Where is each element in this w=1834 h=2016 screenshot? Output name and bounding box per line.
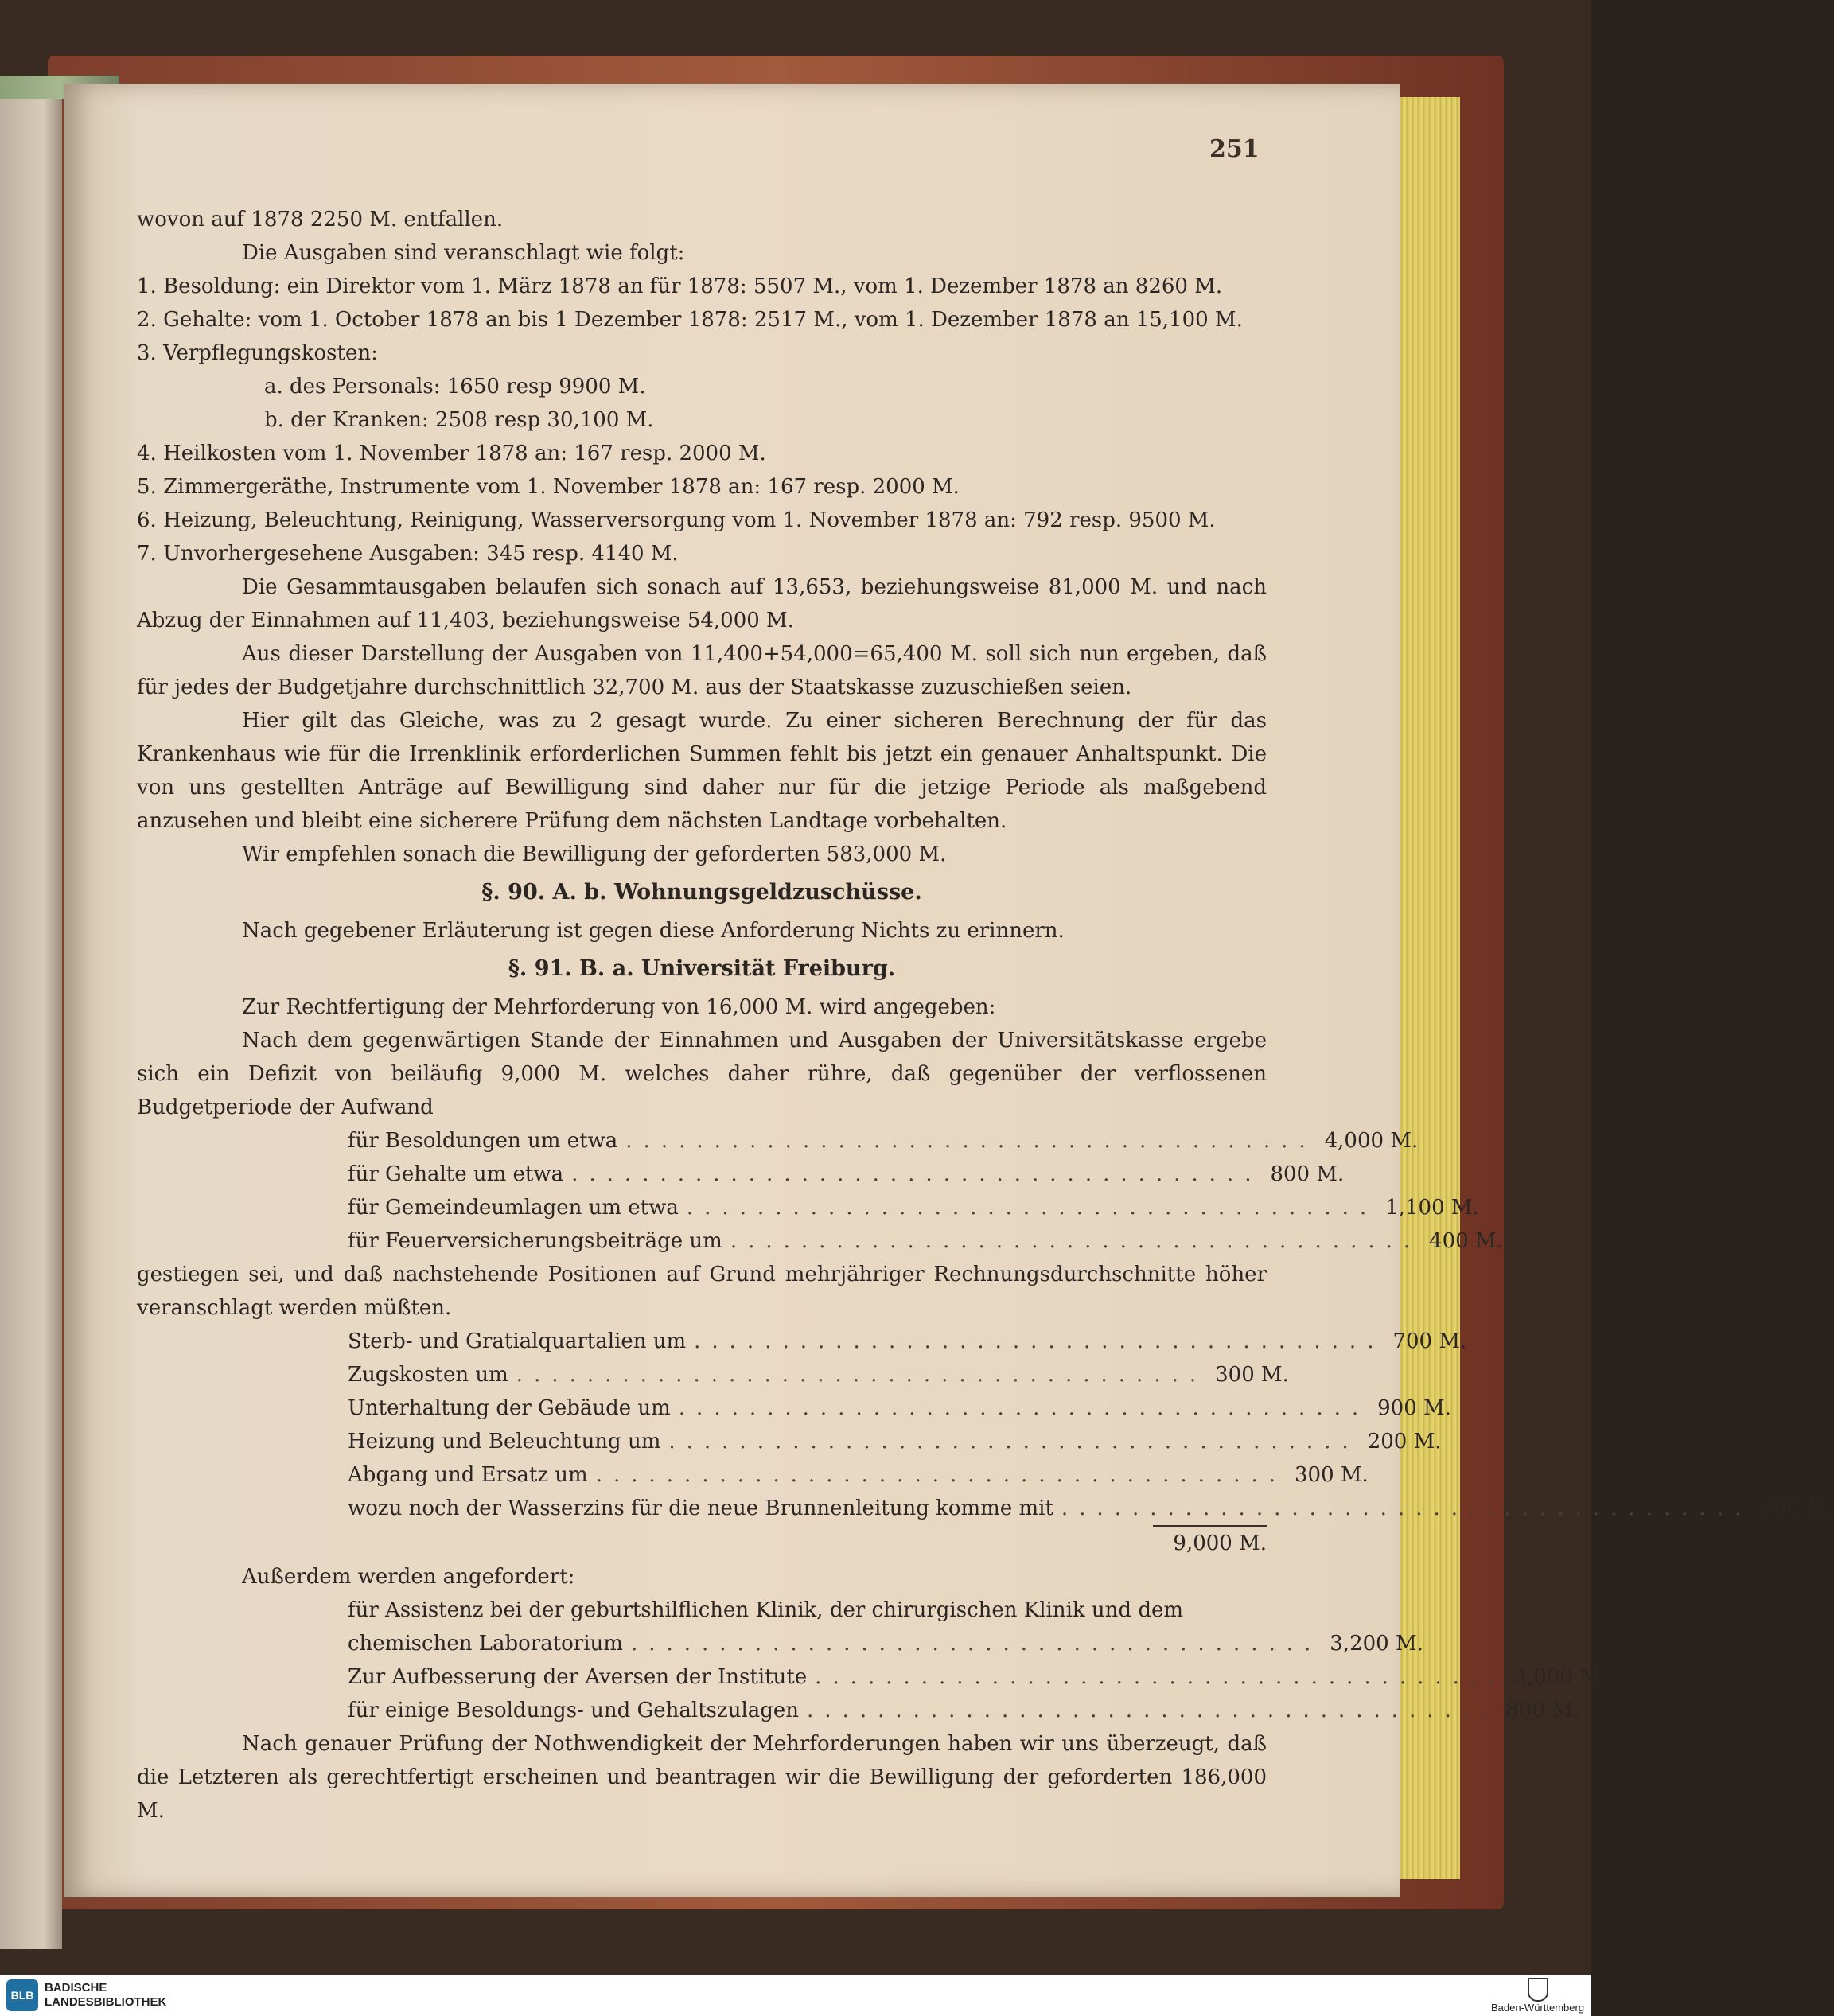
list-subitem: a. des Personals: 1650 resp 9900 M. bbox=[264, 375, 646, 399]
table-row bbox=[348, 1492, 1834, 1525]
table-row bbox=[348, 1660, 1608, 1694]
expense-table-1 bbox=[348, 1124, 1503, 1258]
paragraph: Wir empfehlen sonach die Bewilligung der geforderten 583,000 M. bbox=[242, 843, 947, 866]
row-amount: 800 M. bbox=[1505, 1699, 1580, 1722]
row-label: Abgang und Ersatz um bbox=[348, 1463, 588, 1487]
row-label: Heizung und Beleuchtung um bbox=[348, 1430, 661, 1454]
list-item: 5. Zimmergeräthe, Instrumente vom 1. November 1878 an: 167 resp. 2000 M. bbox=[137, 475, 960, 499]
library-name bbox=[45, 1981, 166, 2010]
table-row bbox=[348, 1391, 1451, 1425]
paragraph: Nach dem gegenwärtigen Stande der Einnahmen und Ausgaben der Universitätskasse ergebe sich ein Defizit von beiläufig 9,000 M. welches daher rühre, daß gegenüber der verflossenen Budgetperiode der Aufwand bbox=[137, 1029, 1267, 1119]
text-line: wovon auf 1878 2250 M. entfallen. bbox=[137, 208, 504, 232]
table-total-row bbox=[348, 1527, 1267, 1560]
leader-dots: ....................................... bbox=[730, 1229, 1422, 1253]
paragraph: Hier gilt das Gleiche, was zu 2 gesagt wurde. Zu einer sicheren Berechnung der für das Krankenhaus wie für die Irrenklinik erforderlichen Summen fehlt bis jetzt ein genauer Anhaltspunkt. Die von uns gestellten Anträge auf Bewilligung sind daher nur für die jetzige Periode als maßgebend anzusehen und bleibt eine sicherere Prüfung dem nächsten Landtage vorbehalten. bbox=[137, 709, 1267, 833]
library-logo[interactable]: BLB bbox=[6, 1979, 38, 2011]
row-label: wozu noch der Wasserzins für die neue Brunnenleitung komme mit bbox=[348, 1496, 1053, 1520]
row-label: Sterb- und Gratialquartalien um bbox=[348, 1329, 687, 1353]
row-label: für Gemeindeumlagen um etwa bbox=[348, 1196, 679, 1220]
row-label: Unterhaltung der Gebäude um bbox=[348, 1396, 671, 1420]
row-amount: 3,000 M. bbox=[1513, 1665, 1608, 1689]
leader-dots: ....................................... bbox=[807, 1699, 1498, 1722]
paragraph: Außerdem werden angefordert: bbox=[242, 1565, 575, 1589]
row-label: Zugskosten um bbox=[348, 1363, 508, 1387]
row-amount: 3,200 M. bbox=[1330, 1632, 1423, 1656]
leader-dots: ....................................... bbox=[686, 1196, 1378, 1220]
section-heading: §. 91. B. a. Universität Freiburg. bbox=[508, 956, 896, 981]
list-item: 4. Heilkosten vom 1. November 1878 an: 167 resp. 2000 M. bbox=[137, 442, 766, 465]
paragraph: Nach gegebener Erläuterung ist gegen diese Anforderung Nichts zu erinnern. bbox=[242, 919, 1065, 943]
row-amount: 200 M. bbox=[1367, 1430, 1442, 1454]
text-line: für Assistenz bei der geburtshilflichen Klinik, der chirurgischen Klinik und dem bbox=[348, 1598, 1184, 1622]
row-label: für Besoldungen um etwa bbox=[348, 1129, 618, 1153]
leader-dots: ....................................... bbox=[571, 1162, 1263, 1186]
row-amount: 900 M. bbox=[1377, 1396, 1451, 1420]
library-name-line1: BADISCHE bbox=[45, 1981, 107, 1995]
expense-table-2 bbox=[348, 1325, 1834, 1560]
leader-dots: ....................................... bbox=[668, 1430, 1360, 1454]
table-row bbox=[348, 1224, 1503, 1258]
table-row bbox=[348, 1325, 1467, 1358]
gilt-page-edges bbox=[1396, 97, 1460, 1879]
row-amount: 4,000 M. bbox=[1324, 1129, 1419, 1153]
row-label: für Feuerversicherungsbeiträge um bbox=[348, 1229, 722, 1253]
row-amount: 300 M. bbox=[1760, 1496, 1834, 1520]
row-label: für Gehalte um etwa bbox=[348, 1162, 564, 1186]
row-label: für einige Besoldungs- und Gehaltszulagen bbox=[348, 1699, 800, 1722]
leader-dots: ....................................... bbox=[595, 1463, 1287, 1487]
list-item: 7. Unvorhergesehene Ausgaben: 345 resp. 4140 M. bbox=[137, 542, 679, 566]
table-row bbox=[348, 1358, 1289, 1391]
row-amount: 300 M. bbox=[1215, 1363, 1289, 1387]
region-label: Baden-Württemberg bbox=[1491, 2002, 1585, 2014]
paragraph: Aus dieser Darstellung der Ausgaben von 11,400+54,000=65,400 M. soll sich nun ergeben, daß für jedes der Budgetjahre durchschnittlich 32,700 M. aus der Staatskasse zuzuschießen seien. bbox=[137, 642, 1267, 699]
table-row bbox=[348, 1191, 1479, 1224]
table-row bbox=[348, 1158, 1345, 1191]
leader-dots: ....................................... bbox=[694, 1329, 1385, 1353]
list-subitem: b. der Kranken: 2508 resp 30,100 M. bbox=[264, 408, 654, 432]
paragraph: Die Gesammtausgaben belaufen sich sonach auf 13,653, beziehungsweise 81,000 M. und nach Abzug der Einnahmen auf 11,403, beziehungsweise 54,000 M. bbox=[137, 575, 1267, 632]
list-item: 2. Gehalte: vom 1. October 1878 an bis 1 Dezember 1878: 2517 M., vom 1. Dezember 1878 an 15,100 M. bbox=[137, 308, 1243, 332]
row-amount: 400 M. bbox=[1429, 1229, 1503, 1253]
leader-dots: ....................................... bbox=[516, 1363, 1208, 1387]
row-amount: 700 M. bbox=[1392, 1329, 1467, 1353]
row-amount: 300 M. bbox=[1295, 1463, 1369, 1487]
facing-page-edge bbox=[0, 95, 62, 1949]
expense-table-3 bbox=[348, 1594, 1608, 1727]
text-line: Die Ausgaben sind veranschlagt wie folgt: bbox=[242, 241, 685, 265]
library-name-line2: LANDESBIBLIOTHEK bbox=[45, 1995, 167, 2009]
total-amount: 9,000 M. bbox=[1173, 1531, 1267, 1555]
list-item: 3. Verpflegungskosten: bbox=[137, 341, 378, 365]
section-heading: §. 90. A. b. Wohnungsgeldzuschüsse. bbox=[481, 880, 922, 905]
leader-dots: ....................................... bbox=[630, 1632, 1322, 1656]
coat-of-arms-icon bbox=[1528, 1978, 1548, 2002]
row-amount: 800 M. bbox=[1270, 1162, 1345, 1186]
page-number: 251 bbox=[1209, 135, 1260, 163]
paragraph: gestiegen sei, und daß nachstehende Positionen auf Grund mehrjähriger Rechnungsdurchschnitte höher veranschlagt werden müßten. bbox=[137, 1263, 1267, 1320]
list-item: 6. Heizung, Beleuchtung, Reinigung, Wasserversorgung vom 1. November 1878 an: 792 resp. 9500 M. bbox=[137, 508, 1216, 532]
table-row bbox=[348, 1627, 1423, 1660]
page-body bbox=[137, 203, 1834, 1827]
row-label: chemischen Laboratorium bbox=[348, 1632, 623, 1656]
table-row bbox=[348, 1694, 1580, 1727]
footer-bar bbox=[0, 1975, 1591, 2016]
leader-dots: ....................................... bbox=[625, 1129, 1317, 1153]
table-row bbox=[348, 1425, 1442, 1458]
leader-dots: ....................................... bbox=[1061, 1496, 1753, 1520]
leader-dots: ....................................... bbox=[815, 1665, 1506, 1689]
paragraph: Nach genauer Prüfung der Nothwendigkeit der Mehrforderungen haben wir uns überzeugt, daß die Letzteren als gerechtfertigt erscheinen und beantragen wir die Bewilligung der geforderten 186,000 M. bbox=[137, 1732, 1267, 1823]
row-amount: 1,100 M. bbox=[1385, 1196, 1479, 1220]
row-label: Zur Aufbesserung der Aversen der Institute bbox=[348, 1665, 808, 1689]
leader-dots: ....................................... bbox=[678, 1396, 1370, 1420]
list-item: 1. Besoldung: ein Direktor vom 1. März 1878 an für 1878: 5507 M., vom 1. Dezember 1878 an 8260 M. bbox=[137, 274, 1223, 298]
paragraph: Zur Rechtfertigung der Mehrforderung von 16,000 M. wird angegeben: bbox=[242, 995, 996, 1019]
table-row bbox=[348, 1124, 1419, 1158]
table-row bbox=[348, 1458, 1369, 1492]
